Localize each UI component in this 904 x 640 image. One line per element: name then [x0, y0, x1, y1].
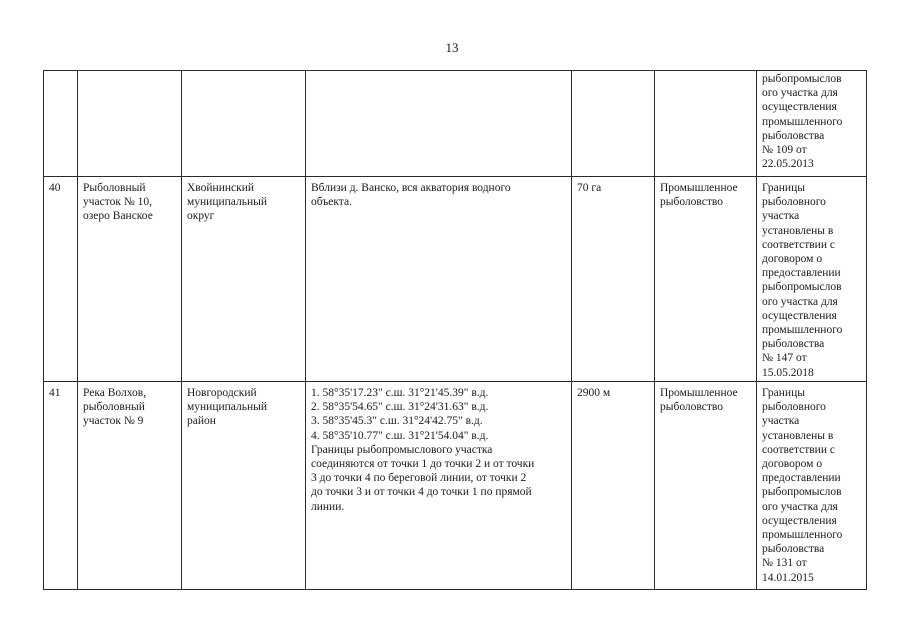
- conditions-line: 22.05.2013: [762, 158, 814, 171]
- cell-name: [78, 177, 182, 382]
- table-row: [44, 382, 867, 590]
- name-line: участок № 10,: [83, 196, 153, 209]
- conditions-line: рыболовства: [762, 543, 825, 556]
- location-line: Вблизи д. Ванско, вся акватория водного: [311, 182, 511, 194]
- conditions-line: 15.05.2018: [762, 366, 814, 379]
- conditions-line: соответствии с: [762, 443, 835, 456]
- cell-name: [78, 71, 182, 177]
- cell-conditions: [757, 382, 867, 590]
- cell-location: [306, 382, 572, 590]
- cell-size: [572, 177, 655, 382]
- conditions-line: участка: [762, 210, 800, 223]
- district-line: муниципальный: [187, 196, 268, 209]
- name-line: Река Волхов,: [83, 387, 147, 399]
- table-row-continuation: [44, 71, 867, 177]
- cell-purpose: [655, 71, 757, 177]
- conditions-line: рыбопромыслов: [762, 281, 842, 294]
- coordinate-line: 1. 58°35'17.23" с.ш. 31°21'45.39" в.д.: [311, 387, 489, 399]
- cell-size: [572, 71, 655, 177]
- area-size: 70 га: [577, 182, 602, 194]
- cell-purpose: [655, 382, 757, 590]
- name-line: рыболовный: [83, 401, 145, 414]
- conditions-line: ого участка для: [762, 500, 838, 513]
- cell-location: [306, 71, 572, 177]
- name-line: участок № 9: [83, 415, 144, 428]
- cell-purpose: [655, 177, 757, 382]
- conditions-line: установлены в: [762, 224, 834, 237]
- purpose-line: рыболовство: [660, 401, 724, 414]
- cell-name: [78, 382, 182, 590]
- conditions-line: промышленного: [762, 324, 843, 337]
- coordinate-line: 3. 58°35'45.3" с.ш. 31°24'42.75" в.д.: [311, 415, 483, 428]
- location-line: до точки 3 и от точки 4 до точки 1 по прямой: [311, 486, 532, 499]
- row-number: 40: [49, 182, 61, 194]
- cell-location: [306, 177, 572, 382]
- conditions-line: осуществления: [762, 309, 837, 322]
- conditions-line: Границы: [762, 387, 805, 399]
- conditions-line: договором о: [762, 253, 823, 266]
- conditions-line: предоставлении: [762, 472, 841, 485]
- conditions-line: участка: [762, 415, 800, 428]
- name-line: Рыболовный: [83, 182, 146, 194]
- cell-district: [182, 177, 306, 382]
- conditions-line: осуществления: [762, 514, 837, 527]
- conditions-line: промышленного: [762, 115, 843, 128]
- conditions-line: рыбопромыслов: [762, 73, 842, 85]
- conditions-line: рыболовного: [762, 401, 826, 414]
- location-line: Границы рыбопромыслового участка: [311, 443, 493, 456]
- table-row: [44, 177, 867, 382]
- cell-conditions: [757, 71, 867, 177]
- conditions-line: рыболовства: [762, 338, 825, 351]
- coordinate-line: 4. 58°35'10.77" с.ш. 31°21'54.04" в.д.: [311, 429, 489, 442]
- cell-size: [572, 382, 655, 590]
- conditions-line: установлены в: [762, 429, 834, 442]
- location-line: соединяются от точки 1 до точки 2 и от точки: [311, 458, 535, 471]
- conditions-line: промышленного: [762, 529, 843, 542]
- location-line: линии.: [311, 500, 345, 513]
- conditions-line: 14.01.2015: [762, 571, 814, 584]
- row-number: 41: [49, 387, 61, 399]
- purpose-line: рыболовство: [660, 196, 724, 209]
- conditions-line: ого участка для: [762, 295, 838, 308]
- conditions-line: осуществления: [762, 101, 837, 114]
- conditions-line: Границы: [762, 182, 805, 194]
- district-line: муниципальный: [187, 401, 268, 414]
- purpose-line: Промышленное: [660, 182, 738, 194]
- cell-number: [44, 382, 78, 590]
- conditions-line: № 109 от: [762, 144, 807, 157]
- location-line: 3 до точки 4 по береговой линии, от точки 2: [311, 472, 527, 485]
- conditions-line: соответствии с: [762, 238, 835, 251]
- page-number: 13: [445, 40, 459, 55]
- cell-number: [44, 71, 78, 177]
- cell-district: [182, 71, 306, 177]
- cell-district: [182, 382, 306, 590]
- conditions-line: ого участка для: [762, 87, 838, 100]
- conditions-line: № 147 от: [762, 352, 807, 365]
- area-size: 2900 м: [577, 387, 611, 399]
- district-line: район: [187, 415, 216, 428]
- conditions-line: рыболовства: [762, 129, 825, 142]
- name-line: озеро Ванское: [83, 210, 153, 223]
- conditions-line: рыбопромыслов: [762, 486, 842, 499]
- district-line: Хвойнинский: [187, 182, 255, 194]
- cell-number: [44, 177, 78, 382]
- location-line: объекта.: [311, 196, 352, 209]
- purpose-line: Промышленное: [660, 387, 738, 399]
- conditions-line: предоставлении: [762, 267, 841, 280]
- conditions-line: рыболовного: [762, 196, 826, 209]
- district-line: Новгородский: [187, 387, 257, 399]
- fishing-areas-table: [43, 70, 867, 590]
- conditions-line: договором о: [762, 458, 823, 471]
- coordinate-line: 2. 58°35'54.65" с.ш. 31°24'31.63" в.д.: [311, 401, 489, 414]
- cell-conditions: [757, 177, 867, 382]
- district-line: округ: [187, 210, 215, 223]
- conditions-line: № 131 от: [762, 557, 807, 570]
